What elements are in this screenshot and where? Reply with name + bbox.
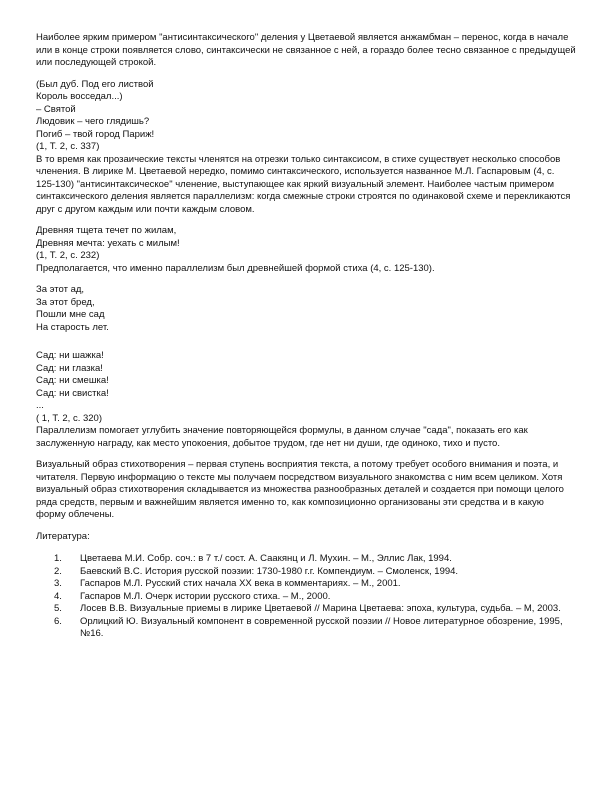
references-list: [36, 553, 576, 641]
verse-quote-3: [36, 284, 576, 334]
verse-line: Людовик – чего глядишь?: [36, 116, 150, 127]
verse-line: На старость лет.: [36, 321, 109, 333]
reference-number: 1.: [54, 553, 62, 564]
paragraph-parallelism: Предполагается, что именно параллелизм был древнейшей формой стиха (4, с. 125-130).: [36, 262, 435, 274]
reference-item: [36, 578, 576, 591]
verse-line: Древняя тщета течет по жилам,: [36, 225, 177, 236]
paragraph-enjambment: Наиболее ярким примером "антисинтаксического" деления у Цветаевой является анжамбман – перенос, когда в начале или в конце строки появляется слово, синтаксически не связанное с ней, а гораздо более тесно связанное с предыдущей или последующей строкой.: [36, 32, 576, 68]
reference-item: [36, 616, 576, 641]
reference-item: [36, 566, 576, 579]
verse-citation: (1, Т. 2, с. 232): [36, 250, 100, 261]
reference-number: 2.: [54, 565, 62, 577]
reference-text: Орлицкий Ю. Визуальный компонент в современной русской поэзии // Новое литературное обозрение, 1995, №16.: [80, 615, 563, 639]
reference-number: 3.: [54, 578, 62, 589]
verse-quote-4: [36, 350, 576, 425]
verse-citation: ( 1, Т. 2, с. 320): [36, 412, 102, 424]
reference-item: [36, 591, 576, 604]
verse-line: Древняя мечта: уехать с милым!: [36, 237, 180, 249]
reference-number: 6.: [54, 615, 62, 627]
verse-line: За этот ад,: [36, 284, 85, 295]
verse-line: Сад: ни смешка!: [36, 375, 109, 386]
reference-item: [36, 603, 576, 616]
verse-line: За этот бред,: [36, 296, 95, 308]
paragraph-visual-image: Визуальный образ стихотворения – первая ступень восприятия текста, а потому требует особого внимания и поэта, и читателя. Первую информацию о тексте мы получаем посредством визуального знакомства с ним всем целиком. Хотя визуальный образ стихотворения складывается из множества разнообразных деталей и создается при помощи целого ряда средств, первым и важнейшим является именно то, как композиционно организованы эти средства и в какую форму облечены.: [36, 459, 564, 520]
verse-quote-1: [36, 79, 576, 154]
paragraph-garden: Параллелизм помогает углубить значение повторяющейся формулы, в данном случае "сада", показать его как заслуженную награду, как место упокоения, добытое трудом, где нет ни души, где одиноко, тихо и пусто.: [36, 425, 528, 449]
reference-text: Баевский В.С. История русской поэзии: 1730-1980 г.г. Компендиум. – Смоленск, 1994.: [80, 565, 459, 577]
references-title: Литература:: [36, 530, 90, 542]
verse-line: (Был дуб. Под его листвой: [36, 78, 154, 90]
verse-line: Пошли мне сад: [36, 309, 105, 320]
verse-line: Погиб – твой город Париж!: [36, 128, 155, 140]
reference-text: Гаспаров М.Л. Русский стих начала ХХ века в комментариях. – М., 2001.: [80, 578, 401, 589]
verse-line: Сад: ни свистка!: [36, 387, 109, 399]
verse-citation: (1, Т. 2, с. 337): [36, 141, 100, 152]
paragraph-segmentation: В то время как прозаические тексты членятся на отрезки только синтаксисом, в стихе существует несколько способов членения. В лирике М. Цветаевой нередко, помимо синтаксического, используется названное М.Л. Гаспаровым (4, с. 125-130) "антисинтаксическое" членение, выступающее как яркий визуальный элемент. Наиболее частым примером синтаксического деления является параллелизм: когда смежные строки строятся по одинаковой схеме и перекликаются друг с другом каждым или почти каждым словом.: [36, 153, 571, 215]
reference-number: 4.: [54, 590, 62, 602]
reference-number: 5.: [54, 603, 62, 614]
verse-line: Сад: ни шажка!: [36, 350, 104, 361]
reference-text: Лосев В.В. Визуальные приемы в лирике Цветаевой // Марина Цветаева: эпоха, культура, судьба. – М, 2003.: [80, 603, 561, 614]
verse-line: – Святой: [36, 103, 76, 115]
verse-ellipsis: ...: [36, 400, 44, 411]
reference-text: Цветаева М.И. Собр. соч.: в 7 т./ сост. А. Саакянц и Л. Мухин. – М., Эллис Лак, 1994.: [80, 553, 452, 564]
reference-item: [36, 553, 576, 566]
document-page: [36, 32, 576, 641]
verse-line: Король восседал...): [36, 91, 123, 102]
verse-quote-2: [36, 225, 576, 263]
verse-line: Сад: ни глазка!: [36, 362, 103, 374]
reference-text: Гаспаров М.Л. Очерк истории русского стиха. – М., 2000.: [80, 590, 331, 602]
